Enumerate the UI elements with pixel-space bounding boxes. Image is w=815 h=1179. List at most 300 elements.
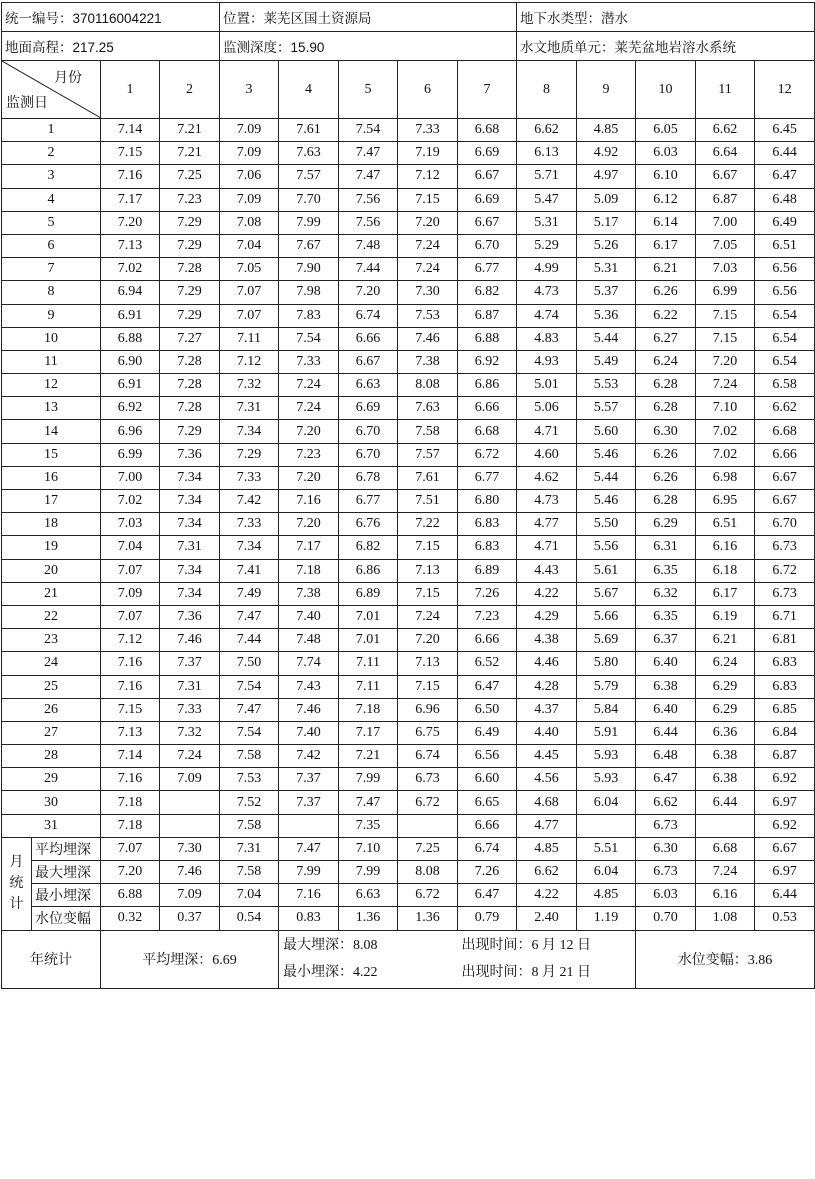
depth-cell: 7.63 — [398, 397, 458, 420]
stat-cell: 7.24 — [696, 861, 755, 884]
depth-cell: 7.16 — [101, 768, 160, 791]
stat-cell: 6.16 — [696, 884, 755, 907]
table-row — [2, 119, 815, 142]
depth-cell: 4.45 — [517, 745, 577, 768]
day-number: 11 — [2, 350, 101, 373]
stat-cell: 4.85 — [577, 884, 636, 907]
depth-cell: 6.69 — [339, 397, 398, 420]
depth-cell: 7.40 — [279, 721, 339, 744]
depth-cell: 7.48 — [279, 629, 339, 652]
stat-cell: 7.31 — [220, 837, 279, 860]
depth-cell: 6.74 — [339, 304, 398, 327]
depth-cell: 7.42 — [279, 745, 339, 768]
depth-cell: 7.54 — [220, 675, 279, 698]
depth-cell: 6.69 — [458, 142, 517, 165]
depth-cell: 7.02 — [101, 258, 160, 281]
depth-cell: 6.65 — [458, 791, 517, 814]
depth-cell: 7.22 — [398, 513, 458, 536]
month-header: 8 — [517, 61, 577, 119]
day-number: 19 — [2, 536, 101, 559]
day-number: 16 — [2, 466, 101, 489]
depth-cell: 5.61 — [577, 559, 636, 582]
depth-cell: 7.00 — [696, 211, 755, 234]
depth-cell: 7.21 — [160, 142, 220, 165]
info-row-2 — [2, 32, 815, 61]
stat-cell: 0.70 — [636, 907, 696, 930]
table-row — [2, 768, 815, 791]
depth-cell: 6.14 — [636, 211, 696, 234]
depth-cell: 6.60 — [458, 768, 517, 791]
depth-cell: 7.20 — [279, 513, 339, 536]
depth-cell: 6.35 — [636, 605, 696, 628]
table-row — [2, 675, 815, 698]
depth-cell — [160, 814, 220, 837]
month-header: 5 — [339, 61, 398, 119]
depth-cell: 4.46 — [517, 652, 577, 675]
depth-cell: 6.96 — [101, 420, 160, 443]
depth-cell: 5.67 — [577, 582, 636, 605]
depth-cell: 7.07 — [101, 559, 160, 582]
depth-cell: 6.76 — [339, 513, 398, 536]
day-number: 1 — [2, 119, 101, 142]
depth-cell: 7.40 — [279, 605, 339, 628]
stat-cell: 7.09 — [160, 884, 220, 907]
stat-cell: 0.79 — [458, 907, 517, 930]
depth-cell: 7.51 — [398, 490, 458, 513]
depth-cell: 7.15 — [101, 142, 160, 165]
depth-cell: 4.97 — [577, 165, 636, 188]
depth-cell: 6.89 — [458, 559, 517, 582]
depth-cell: 7.34 — [160, 582, 220, 605]
depth-cell: 5.60 — [577, 420, 636, 443]
stat-cell: 6.88 — [101, 884, 160, 907]
depth-cell: 4.77 — [517, 513, 577, 536]
depth-cell: 7.15 — [398, 582, 458, 605]
depth-cell: 6.74 — [398, 745, 458, 768]
depth-cell: 5.69 — [577, 629, 636, 652]
depth-cell: 6.19 — [696, 605, 755, 628]
table-row — [2, 536, 815, 559]
table-row — [2, 745, 815, 768]
depth-cell: 7.15 — [398, 536, 458, 559]
depth-cell: 6.68 — [458, 420, 517, 443]
depth-cell: 5.37 — [577, 281, 636, 304]
depth-cell: 4.77 — [517, 814, 577, 837]
depth-cell: 6.54 — [755, 304, 815, 327]
table-row — [2, 814, 815, 837]
depth-cell: 6.67 — [339, 350, 398, 373]
hydrogeology-unit: 水文地质单元：莱芜盆地岩溶水系统 — [517, 32, 815, 61]
stat-cell: 6.72 — [398, 884, 458, 907]
depth-cell: 5.44 — [577, 466, 636, 489]
depth-cell: 6.72 — [398, 791, 458, 814]
depth-cell: 6.73 — [755, 536, 815, 559]
depth-cell: 6.91 — [101, 374, 160, 397]
depth-cell: 6.38 — [696, 768, 755, 791]
depth-cell: 6.83 — [458, 536, 517, 559]
depth-cell: 7.53 — [398, 304, 458, 327]
stat-cell: 7.99 — [339, 861, 398, 884]
depth-cell: 6.83 — [458, 513, 517, 536]
depth-cell: 6.62 — [517, 119, 577, 142]
depth-cell: 7.20 — [101, 211, 160, 234]
stat-cell: 7.20 — [101, 861, 160, 884]
table-row — [2, 258, 815, 281]
depth-cell: 6.69 — [458, 188, 517, 211]
depth-cell: 7.20 — [696, 350, 755, 373]
depth-cell: 4.43 — [517, 559, 577, 582]
depth-cell: 7.04 — [220, 234, 279, 257]
depth-cell: 6.62 — [696, 119, 755, 142]
month-header-row — [2, 61, 815, 119]
stat-row — [2, 884, 815, 907]
depth-cell: 4.83 — [517, 327, 577, 350]
stat-cell: 6.44 — [755, 884, 815, 907]
depth-cell: 7.19 — [398, 142, 458, 165]
depth-cell: 6.99 — [101, 443, 160, 466]
depth-cell: 5.31 — [577, 258, 636, 281]
annual-max-time: 出现时间：6 月 12 日 — [461, 938, 592, 954]
depth-cell: 6.98 — [696, 466, 755, 489]
depth-cell: 7.46 — [160, 629, 220, 652]
depth-cell: 6.68 — [458, 119, 517, 142]
depth-cell: 7.47 — [339, 791, 398, 814]
stat-cell: 0.53 — [755, 907, 815, 930]
depth-cell: 6.40 — [636, 652, 696, 675]
depth-cell: 5.93 — [577, 768, 636, 791]
depth-cell: 7.98 — [279, 281, 339, 304]
day-number: 15 — [2, 443, 101, 466]
depth-cell: 7.09 — [160, 768, 220, 791]
depth-cell: 4.73 — [517, 490, 577, 513]
depth-cell: 7.00 — [101, 466, 160, 489]
depth-cell: 6.49 — [755, 211, 815, 234]
depth-cell: 7.58 — [220, 745, 279, 768]
depth-cell: 7.58 — [220, 814, 279, 837]
depth-cell: 7.90 — [279, 258, 339, 281]
depth-cell: 7.11 — [220, 327, 279, 350]
depth-cell: 7.20 — [279, 466, 339, 489]
stat-cell: 6.03 — [636, 884, 696, 907]
depth-cell: 6.77 — [458, 258, 517, 281]
depth-cell: 6.66 — [339, 327, 398, 350]
depth-cell: 6.83 — [755, 675, 815, 698]
depth-cell: 7.09 — [101, 582, 160, 605]
day-number: 9 — [2, 304, 101, 327]
depth-cell: 6.70 — [339, 420, 398, 443]
depth-cell: 7.24 — [160, 745, 220, 768]
depth-cell: 4.38 — [517, 629, 577, 652]
stat-cell: 6.97 — [755, 861, 815, 884]
depth-cell: 7.38 — [279, 582, 339, 605]
depth-cell: 6.24 — [636, 350, 696, 373]
depth-cell: 6.67 — [458, 165, 517, 188]
depth-cell: 6.64 — [696, 142, 755, 165]
depth-cell: 4.40 — [517, 721, 577, 744]
depth-cell: 7.58 — [398, 420, 458, 443]
corner-header — [2, 61, 101, 119]
depth-cell: 6.56 — [755, 258, 815, 281]
depth-cell: 8.08 — [398, 374, 458, 397]
stat-cell: 7.25 — [398, 837, 458, 860]
day-number: 4 — [2, 188, 101, 211]
station-number: 统一编号：370116004221 — [2, 3, 220, 32]
depth-cell: 4.28 — [517, 675, 577, 698]
day-number: 20 — [2, 559, 101, 582]
depth-cell: 6.35 — [636, 559, 696, 582]
depth-cell: 4.68 — [517, 791, 577, 814]
month-header: 9 — [577, 61, 636, 119]
depth-cell: 5.46 — [577, 443, 636, 466]
depth-cell: 6.94 — [101, 281, 160, 304]
depth-cell: 6.67 — [696, 165, 755, 188]
depth-cell: 6.56 — [755, 281, 815, 304]
depth-cell: 7.47 — [220, 605, 279, 628]
depth-cell: 6.47 — [458, 675, 517, 698]
depth-cell: 7.24 — [398, 258, 458, 281]
depth-cell: 7.14 — [101, 745, 160, 768]
monthly-stats-label — [2, 837, 32, 930]
depth-cell: 4.71 — [517, 420, 577, 443]
depth-cell: 6.90 — [101, 350, 160, 373]
day-number: 2 — [2, 142, 101, 165]
table-row — [2, 397, 815, 420]
depth-cell: 6.21 — [636, 258, 696, 281]
depth-cell: 7.02 — [696, 420, 755, 443]
depth-cell: 7.34 — [220, 420, 279, 443]
depth-cell: 7.99 — [339, 768, 398, 791]
table-row — [2, 234, 815, 257]
depth-cell: 6.89 — [339, 582, 398, 605]
depth-cell: 6.27 — [636, 327, 696, 350]
month-axis-label: 月份 — [54, 71, 82, 86]
depth-cell: 7.23 — [160, 188, 220, 211]
stat-cell: 8.08 — [398, 861, 458, 884]
depth-cell: 7.13 — [398, 652, 458, 675]
depth-cell: 6.58 — [755, 374, 815, 397]
depth-cell: 6.54 — [755, 350, 815, 373]
depth-cell: 6.68 — [755, 420, 815, 443]
table-row — [2, 490, 815, 513]
depth-cell: 5.09 — [577, 188, 636, 211]
depth-cell: 6.87 — [696, 188, 755, 211]
day-number: 29 — [2, 768, 101, 791]
stat-cell: 6.74 — [458, 837, 517, 860]
depth-cell: 6.12 — [636, 188, 696, 211]
depth-cell: 7.48 — [339, 234, 398, 257]
depth-cell: 7.12 — [398, 165, 458, 188]
depth-cell: 7.33 — [160, 698, 220, 721]
depth-cell: 7.54 — [339, 119, 398, 142]
depth-cell: 5.46 — [577, 490, 636, 513]
depth-cell: 7.16 — [101, 165, 160, 188]
stat-cell: 0.32 — [101, 907, 160, 930]
depth-cell: 6.86 — [458, 374, 517, 397]
depth-cell: 4.93 — [517, 350, 577, 373]
month-header: 3 — [220, 61, 279, 119]
depth-cell: 4.74 — [517, 304, 577, 327]
day-number: 30 — [2, 791, 101, 814]
day-number: 18 — [2, 513, 101, 536]
table-row — [2, 466, 815, 489]
depth-cell: 7.10 — [696, 397, 755, 420]
day-number: 28 — [2, 745, 101, 768]
annual-time-cell — [458, 930, 636, 988]
depth-cell: 7.09 — [220, 142, 279, 165]
depth-cell: 7.33 — [220, 466, 279, 489]
depth-cell: 6.75 — [398, 721, 458, 744]
depth-cell: 6.87 — [458, 304, 517, 327]
depth-cell: 4.56 — [517, 768, 577, 791]
stat-cell: 7.16 — [279, 884, 339, 907]
depth-cell: 6.73 — [755, 582, 815, 605]
depth-cell: 6.54 — [755, 327, 815, 350]
stat-cell: 6.30 — [636, 837, 696, 860]
month-header: 12 — [755, 61, 815, 119]
depth-cell: 7.99 — [279, 211, 339, 234]
depth-cell: 7.67 — [279, 234, 339, 257]
depth-cell: 5.29 — [517, 234, 577, 257]
stat-label: 水位变幅 — [32, 907, 101, 930]
day-number: 12 — [2, 374, 101, 397]
table-row — [2, 582, 815, 605]
stat-cell: 7.46 — [160, 861, 220, 884]
annual-average-depth: 平均埋深：6.69 — [101, 930, 279, 988]
table-row — [2, 211, 815, 234]
depth-cell: 6.28 — [636, 397, 696, 420]
depth-cell: 7.53 — [220, 768, 279, 791]
depth-cell: 5.50 — [577, 513, 636, 536]
depth-cell: 7.56 — [339, 188, 398, 211]
depth-cell: 7.43 — [279, 675, 339, 698]
depth-cell: 5.36 — [577, 304, 636, 327]
depth-cell: 7.21 — [160, 119, 220, 142]
month-header: 11 — [696, 61, 755, 119]
depth-cell: 4.60 — [517, 443, 577, 466]
depth-cell: 7.44 — [339, 258, 398, 281]
depth-cell: 6.50 — [458, 698, 517, 721]
stat-cell: 0.37 — [160, 907, 220, 930]
depth-cell: 6.26 — [636, 443, 696, 466]
stat-cell: 6.68 — [696, 837, 755, 860]
table-row — [2, 188, 815, 211]
depth-cell: 6.56 — [458, 745, 517, 768]
stat-cell: 6.04 — [577, 861, 636, 884]
table-row — [2, 374, 815, 397]
depth-cell: 7.17 — [101, 188, 160, 211]
depth-cell: 7.74 — [279, 652, 339, 675]
depth-cell: 6.82 — [458, 281, 517, 304]
monthly-stats-char: 统 — [9, 876, 24, 892]
table-row — [2, 629, 815, 652]
month-header: 2 — [160, 61, 220, 119]
day-number: 3 — [2, 165, 101, 188]
day-axis-label: 监测日 — [6, 96, 48, 111]
depth-cell: 7.41 — [220, 559, 279, 582]
depth-cell: 7.29 — [160, 281, 220, 304]
depth-cell: 7.31 — [160, 675, 220, 698]
depth-cell: 7.20 — [339, 281, 398, 304]
depth-cell: 7.32 — [160, 721, 220, 744]
depth-cell: 5.93 — [577, 745, 636, 768]
depth-cell: 6.38 — [696, 745, 755, 768]
monthly-stats-char: 月 — [9, 855, 24, 871]
depth-cell: 7.56 — [339, 211, 398, 234]
depth-cell: 7.23 — [458, 605, 517, 628]
stat-cell: 6.62 — [517, 861, 577, 884]
depth-cell: 6.04 — [577, 791, 636, 814]
depth-cell: 7.42 — [220, 490, 279, 513]
depth-cell: 7.18 — [101, 814, 160, 837]
depth-cell: 5.57 — [577, 397, 636, 420]
depth-cell: 7.24 — [398, 605, 458, 628]
depth-cell: 7.12 — [220, 350, 279, 373]
depth-cell: 4.22 — [517, 582, 577, 605]
annual-max-min-cell — [279, 930, 458, 988]
month-header: 10 — [636, 61, 696, 119]
depth-cell: 7.57 — [279, 165, 339, 188]
depth-cell: 7.46 — [398, 327, 458, 350]
depth-cell: 5.71 — [517, 165, 577, 188]
day-number: 10 — [2, 327, 101, 350]
depth-cell: 6.80 — [458, 490, 517, 513]
groundwater-type: 地下水类型：潜水 — [517, 3, 815, 32]
depth-cell: 7.01 — [339, 629, 398, 652]
depth-cell: 6.91 — [101, 304, 160, 327]
day-number: 24 — [2, 652, 101, 675]
depth-cell: 6.83 — [755, 652, 815, 675]
depth-cell: 7.26 — [458, 582, 517, 605]
depth-cell: 6.77 — [339, 490, 398, 513]
depth-cell: 6.22 — [636, 304, 696, 327]
table-row — [2, 327, 815, 350]
stat-cell: 4.85 — [517, 837, 577, 860]
depth-cell: 7.63 — [279, 142, 339, 165]
table-row — [2, 559, 815, 582]
monitor-depth: 监测深度：15.90 — [220, 32, 517, 61]
depth-cell: 6.44 — [696, 791, 755, 814]
depth-cell: 5.53 — [577, 374, 636, 397]
depth-cell: 7.14 — [101, 119, 160, 142]
depth-cell: 7.12 — [101, 629, 160, 652]
depth-cell: 7.54 — [279, 327, 339, 350]
depth-cell: 7.07 — [220, 281, 279, 304]
depth-cell: 7.20 — [398, 211, 458, 234]
depth-cell: 6.67 — [755, 466, 815, 489]
depth-cell: 6.44 — [755, 142, 815, 165]
stat-cell: 7.26 — [458, 861, 517, 884]
info-row-1 — [2, 3, 815, 32]
depth-cell: 4.85 — [577, 119, 636, 142]
depth-cell: 7.35 — [339, 814, 398, 837]
depth-cell: 7.31 — [160, 536, 220, 559]
depth-cell: 6.73 — [398, 768, 458, 791]
day-number: 17 — [2, 490, 101, 513]
depth-cell: 7.16 — [101, 675, 160, 698]
day-number: 27 — [2, 721, 101, 744]
depth-cell: 7.06 — [220, 165, 279, 188]
stat-cell: 7.58 — [220, 861, 279, 884]
depth-cell: 6.21 — [696, 629, 755, 652]
depth-cell: 6.45 — [755, 119, 815, 142]
depth-cell: 7.24 — [279, 374, 339, 397]
depth-cell: 6.67 — [755, 490, 815, 513]
depth-cell: 7.28 — [160, 350, 220, 373]
depth-cell: 7.29 — [220, 443, 279, 466]
depth-cell: 5.06 — [517, 397, 577, 420]
depth-cell: 7.38 — [398, 350, 458, 373]
depth-cell: 6.30 — [636, 420, 696, 443]
